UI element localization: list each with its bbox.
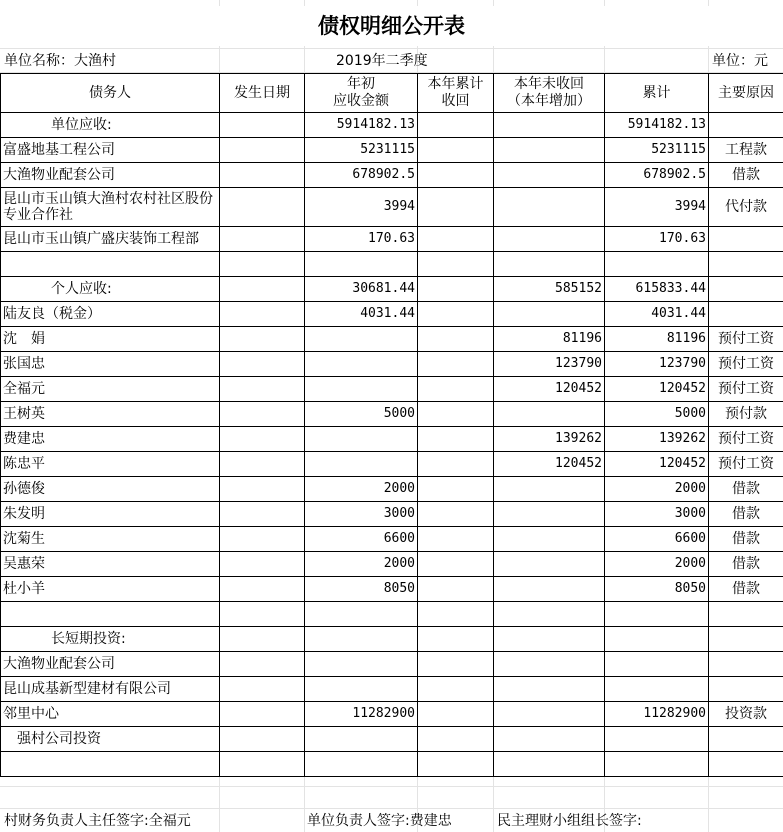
new-amount-cell: 139262 bbox=[494, 427, 605, 452]
new-amount-cell bbox=[494, 602, 605, 627]
debtor-cell: 邻里中心 bbox=[1, 702, 220, 727]
new-amount-cell bbox=[494, 163, 605, 188]
date-cell bbox=[220, 227, 305, 252]
report-period: 2019年二季度 bbox=[336, 53, 428, 69]
table-row bbox=[1, 652, 783, 677]
date-cell bbox=[220, 377, 305, 402]
recovered-amount-cell bbox=[418, 602, 494, 627]
total-amount-cell bbox=[605, 752, 709, 777]
header-date: 发生日期 bbox=[220, 74, 305, 113]
table-row bbox=[1, 477, 783, 502]
debtor-cell: 朱发明 bbox=[1, 502, 220, 527]
total-amount-cell: 5914182.13 bbox=[605, 113, 709, 138]
beginning-amount-cell bbox=[305, 377, 418, 402]
table-row bbox=[1, 227, 783, 252]
recovered-amount-cell bbox=[418, 227, 494, 252]
table-row bbox=[1, 527, 783, 552]
table-row bbox=[1, 677, 783, 702]
reason-cell bbox=[709, 252, 783, 277]
header-reason: 主要原因 bbox=[709, 74, 783, 113]
table-row bbox=[1, 138, 783, 163]
reason-cell bbox=[709, 302, 783, 327]
reason-cell: 借款 bbox=[709, 163, 783, 188]
total-amount-cell: 170.63 bbox=[605, 227, 709, 252]
total-amount-cell: 5231115 bbox=[605, 138, 709, 163]
total-amount-cell: 3000 bbox=[605, 502, 709, 527]
reason-cell: 借款 bbox=[709, 577, 783, 602]
new-amount-cell bbox=[494, 138, 605, 163]
total-amount-cell: 6600 bbox=[605, 527, 709, 552]
beginning-amount-cell bbox=[305, 652, 418, 677]
table-row bbox=[1, 188, 783, 227]
date-cell bbox=[220, 402, 305, 427]
total-amount-cell bbox=[605, 652, 709, 677]
recovered-amount-cell bbox=[418, 277, 494, 302]
table-row bbox=[1, 427, 783, 452]
total-amount-cell: 3994 bbox=[605, 188, 709, 227]
date-cell bbox=[220, 188, 305, 227]
reason-cell: 预付工资 bbox=[709, 377, 783, 402]
recovered-amount-cell bbox=[418, 402, 494, 427]
recovered-amount-cell bbox=[418, 327, 494, 352]
new-amount-cell bbox=[494, 627, 605, 652]
new-amount-cell bbox=[494, 727, 605, 752]
date-cell bbox=[220, 252, 305, 277]
reason-cell bbox=[709, 277, 783, 302]
total-amount-cell: 120452 bbox=[605, 377, 709, 402]
reason-cell: 预付工资 bbox=[709, 452, 783, 477]
new-amount-cell bbox=[494, 302, 605, 327]
recovered-amount-cell bbox=[418, 352, 494, 377]
table-row bbox=[1, 727, 783, 752]
debtor-cell: 全福元 bbox=[1, 377, 220, 402]
date-cell bbox=[220, 138, 305, 163]
debt-table bbox=[0, 73, 783, 777]
beginning-amount-cell: 2000 bbox=[305, 477, 418, 502]
beginning-amount-cell: 6600 bbox=[305, 527, 418, 552]
table-row bbox=[1, 627, 783, 652]
beginning-amount-cell: 2000 bbox=[305, 552, 418, 577]
recovered-amount-cell bbox=[418, 577, 494, 602]
reason-cell: 预付款 bbox=[709, 402, 783, 427]
new-amount-cell bbox=[494, 702, 605, 727]
total-amount-cell bbox=[605, 627, 709, 652]
new-amount-cell bbox=[494, 752, 605, 777]
recovered-amount-cell bbox=[418, 677, 494, 702]
reason-cell bbox=[709, 227, 783, 252]
beginning-amount-cell: 5000 bbox=[305, 402, 418, 427]
new-amount-cell bbox=[494, 527, 605, 552]
debtor-cell: 强村公司投资 bbox=[1, 727, 220, 752]
beginning-amount-cell bbox=[305, 352, 418, 377]
debtor-cell: 单位应收: bbox=[1, 113, 220, 138]
table-row bbox=[1, 302, 783, 327]
recovered-amount-cell bbox=[418, 727, 494, 752]
beginning-amount-cell: 5914182.13 bbox=[305, 113, 418, 138]
date-cell bbox=[220, 327, 305, 352]
new-amount-cell bbox=[494, 402, 605, 427]
beginning-amount-cell: 5231115 bbox=[305, 138, 418, 163]
total-amount-cell bbox=[605, 677, 709, 702]
table-row bbox=[1, 327, 783, 352]
reason-cell: 预付工资 bbox=[709, 352, 783, 377]
recovered-amount-cell bbox=[418, 113, 494, 138]
table-row bbox=[1, 752, 783, 777]
beginning-amount-cell: 11282900 bbox=[305, 702, 418, 727]
new-amount-cell: 81196 bbox=[494, 327, 605, 352]
debtor-cell: 个人应收: bbox=[1, 277, 220, 302]
debtor-cell: 王树英 bbox=[1, 402, 220, 427]
debtor-cell: 杜小羊 bbox=[1, 577, 220, 602]
debtor-cell: 陆友良（税金） bbox=[1, 302, 220, 327]
total-amount-cell: 4031.44 bbox=[605, 302, 709, 327]
reason-cell bbox=[709, 602, 783, 627]
debtor-cell: 费建忠 bbox=[1, 427, 220, 452]
beginning-amount-cell bbox=[305, 752, 418, 777]
page-title: 债权明细公开表 bbox=[0, 6, 783, 46]
header-row bbox=[1, 74, 783, 113]
date-cell bbox=[220, 477, 305, 502]
recovered-amount-cell bbox=[418, 252, 494, 277]
new-amount-cell: 123790 bbox=[494, 352, 605, 377]
debtor-cell: 昆山市玉山镇广盛庆装饰工程部 bbox=[1, 227, 220, 252]
total-amount-cell bbox=[605, 727, 709, 752]
reason-cell: 借款 bbox=[709, 477, 783, 502]
beginning-amount-cell: 30681.44 bbox=[305, 277, 418, 302]
beginning-amount-cell bbox=[305, 452, 418, 477]
reason-cell: 借款 bbox=[709, 552, 783, 577]
reason-cell bbox=[709, 652, 783, 677]
table-row bbox=[1, 552, 783, 577]
debtor-cell: 昆山成基新型建材有限公司 bbox=[1, 677, 220, 702]
table-row bbox=[1, 402, 783, 427]
beginning-amount-cell bbox=[305, 327, 418, 352]
reason-cell: 借款 bbox=[709, 527, 783, 552]
beginning-amount-cell bbox=[305, 427, 418, 452]
recovered-amount-cell bbox=[418, 627, 494, 652]
date-cell bbox=[220, 352, 305, 377]
date-cell bbox=[220, 427, 305, 452]
table-row bbox=[1, 352, 783, 377]
total-amount-cell: 123790 bbox=[605, 352, 709, 377]
date-cell bbox=[220, 113, 305, 138]
debtor-cell bbox=[1, 252, 220, 277]
reason-cell: 预付工资 bbox=[709, 427, 783, 452]
recovered-amount-cell bbox=[418, 188, 494, 227]
reason-cell: 借款 bbox=[709, 502, 783, 527]
reason-cell bbox=[709, 727, 783, 752]
debtor-cell: 沈 娟 bbox=[1, 327, 220, 352]
debtor-cell: 吴惠荣 bbox=[1, 552, 220, 577]
new-amount-cell bbox=[494, 252, 605, 277]
beginning-amount-cell bbox=[305, 602, 418, 627]
reason-cell bbox=[709, 752, 783, 777]
total-amount-cell: 615833.44 bbox=[605, 277, 709, 302]
total-amount-cell bbox=[605, 602, 709, 627]
date-cell bbox=[220, 502, 305, 527]
reason-cell: 代付款 bbox=[709, 188, 783, 227]
new-amount-cell bbox=[494, 477, 605, 502]
beginning-amount-cell: 8050 bbox=[305, 577, 418, 602]
recovered-amount-cell bbox=[418, 552, 494, 577]
beginning-amount-cell: 678902.5 bbox=[305, 163, 418, 188]
beginning-amount-cell: 170.63 bbox=[305, 227, 418, 252]
date-cell bbox=[220, 527, 305, 552]
new-amount-cell bbox=[494, 577, 605, 602]
beginning-amount-cell: 3000 bbox=[305, 502, 418, 527]
new-amount-cell: 120452 bbox=[494, 377, 605, 402]
new-amount-cell bbox=[494, 677, 605, 702]
date-cell bbox=[220, 652, 305, 677]
date-cell bbox=[220, 552, 305, 577]
table-row bbox=[1, 502, 783, 527]
debtor-cell bbox=[1, 752, 220, 777]
table-row bbox=[1, 252, 783, 277]
debtor-cell: 大渔物业配套公司 bbox=[1, 652, 220, 677]
debtor-cell: 孙德俊 bbox=[1, 477, 220, 502]
group-leader-signature: 民主理财小组组长签字: bbox=[497, 813, 642, 829]
table-row bbox=[1, 577, 783, 602]
total-amount-cell: 5000 bbox=[605, 402, 709, 427]
debtor-cell: 大渔物业配套公司 bbox=[1, 163, 220, 188]
total-amount-cell: 2000 bbox=[605, 552, 709, 577]
table-row bbox=[1, 602, 783, 627]
reason-cell: 工程款 bbox=[709, 138, 783, 163]
reason-cell: 预付工资 bbox=[709, 327, 783, 352]
date-cell bbox=[220, 602, 305, 627]
recovered-amount-cell bbox=[418, 138, 494, 163]
debtor-cell: 张国忠 bbox=[1, 352, 220, 377]
recovered-amount-cell bbox=[418, 652, 494, 677]
total-amount-cell bbox=[605, 252, 709, 277]
beginning-amount-cell bbox=[305, 727, 418, 752]
total-amount-cell: 2000 bbox=[605, 477, 709, 502]
new-amount-cell bbox=[494, 552, 605, 577]
date-cell bbox=[220, 302, 305, 327]
total-amount-cell: 8050 bbox=[605, 577, 709, 602]
beginning-amount-cell: 3994 bbox=[305, 188, 418, 227]
date-cell bbox=[220, 577, 305, 602]
recovered-amount-cell bbox=[418, 427, 494, 452]
header-recovered: 本年累计 收回 bbox=[418, 74, 494, 113]
recovered-amount-cell bbox=[418, 302, 494, 327]
recovered-amount-cell bbox=[418, 752, 494, 777]
finance-signature: 村财务负责人主任签字:全福元 bbox=[4, 813, 191, 829]
total-amount-cell: 678902.5 bbox=[605, 163, 709, 188]
debtor-cell: 长短期投资: bbox=[1, 627, 220, 652]
total-amount-cell: 81196 bbox=[605, 327, 709, 352]
beginning-amount-cell bbox=[305, 677, 418, 702]
date-cell bbox=[220, 627, 305, 652]
currency-unit: 单位：元 bbox=[712, 53, 768, 69]
header-debtor: 债务人 bbox=[1, 74, 220, 113]
date-cell bbox=[220, 727, 305, 752]
reason-cell: 投资款 bbox=[709, 702, 783, 727]
new-amount-cell bbox=[494, 502, 605, 527]
recovered-amount-cell bbox=[418, 527, 494, 552]
new-amount-cell: 120452 bbox=[494, 452, 605, 477]
reason-cell bbox=[709, 627, 783, 652]
new-amount-cell: 585152 bbox=[494, 277, 605, 302]
table-row bbox=[1, 377, 783, 402]
header-total: 累计 bbox=[605, 74, 709, 113]
reason-cell bbox=[709, 677, 783, 702]
date-cell bbox=[220, 752, 305, 777]
recovered-amount-cell bbox=[418, 452, 494, 477]
debtor-cell: 陈忠平 bbox=[1, 452, 220, 477]
date-cell bbox=[220, 452, 305, 477]
recovered-amount-cell bbox=[418, 502, 494, 527]
table-row bbox=[1, 113, 783, 138]
date-cell bbox=[220, 163, 305, 188]
table-row bbox=[1, 702, 783, 727]
new-amount-cell bbox=[494, 188, 605, 227]
recovered-amount-cell bbox=[418, 477, 494, 502]
recovered-amount-cell bbox=[418, 163, 494, 188]
new-amount-cell bbox=[494, 652, 605, 677]
date-cell bbox=[220, 277, 305, 302]
total-amount-cell: 11282900 bbox=[605, 702, 709, 727]
table-row bbox=[1, 452, 783, 477]
unit-head-signature: 单位负责人签字:费建忠 bbox=[307, 813, 452, 829]
new-amount-cell bbox=[494, 113, 605, 138]
header-new: 本年未收回 （本年增加） bbox=[494, 74, 605, 113]
unit-name: 单位名称：大渔村 bbox=[4, 53, 116, 69]
recovered-amount-cell bbox=[418, 702, 494, 727]
debtor-cell: 富盛地基工程公司 bbox=[1, 138, 220, 163]
header-beginning: 年初 应收金额 bbox=[305, 74, 418, 113]
debtor-cell: 昆山市玉山镇大渔村农村社区股份专业合作社 bbox=[1, 188, 220, 227]
debtor-cell: 沈菊生 bbox=[1, 527, 220, 552]
date-cell bbox=[220, 702, 305, 727]
beginning-amount-cell: 4031.44 bbox=[305, 302, 418, 327]
beginning-amount-cell bbox=[305, 252, 418, 277]
total-amount-cell: 120452 bbox=[605, 452, 709, 477]
debtor-cell bbox=[1, 602, 220, 627]
reason-cell bbox=[709, 113, 783, 138]
table-row bbox=[1, 163, 783, 188]
date-cell bbox=[220, 677, 305, 702]
beginning-amount-cell bbox=[305, 627, 418, 652]
recovered-amount-cell bbox=[418, 377, 494, 402]
total-amount-cell: 139262 bbox=[605, 427, 709, 452]
table-row bbox=[1, 277, 783, 302]
new-amount-cell bbox=[494, 227, 605, 252]
